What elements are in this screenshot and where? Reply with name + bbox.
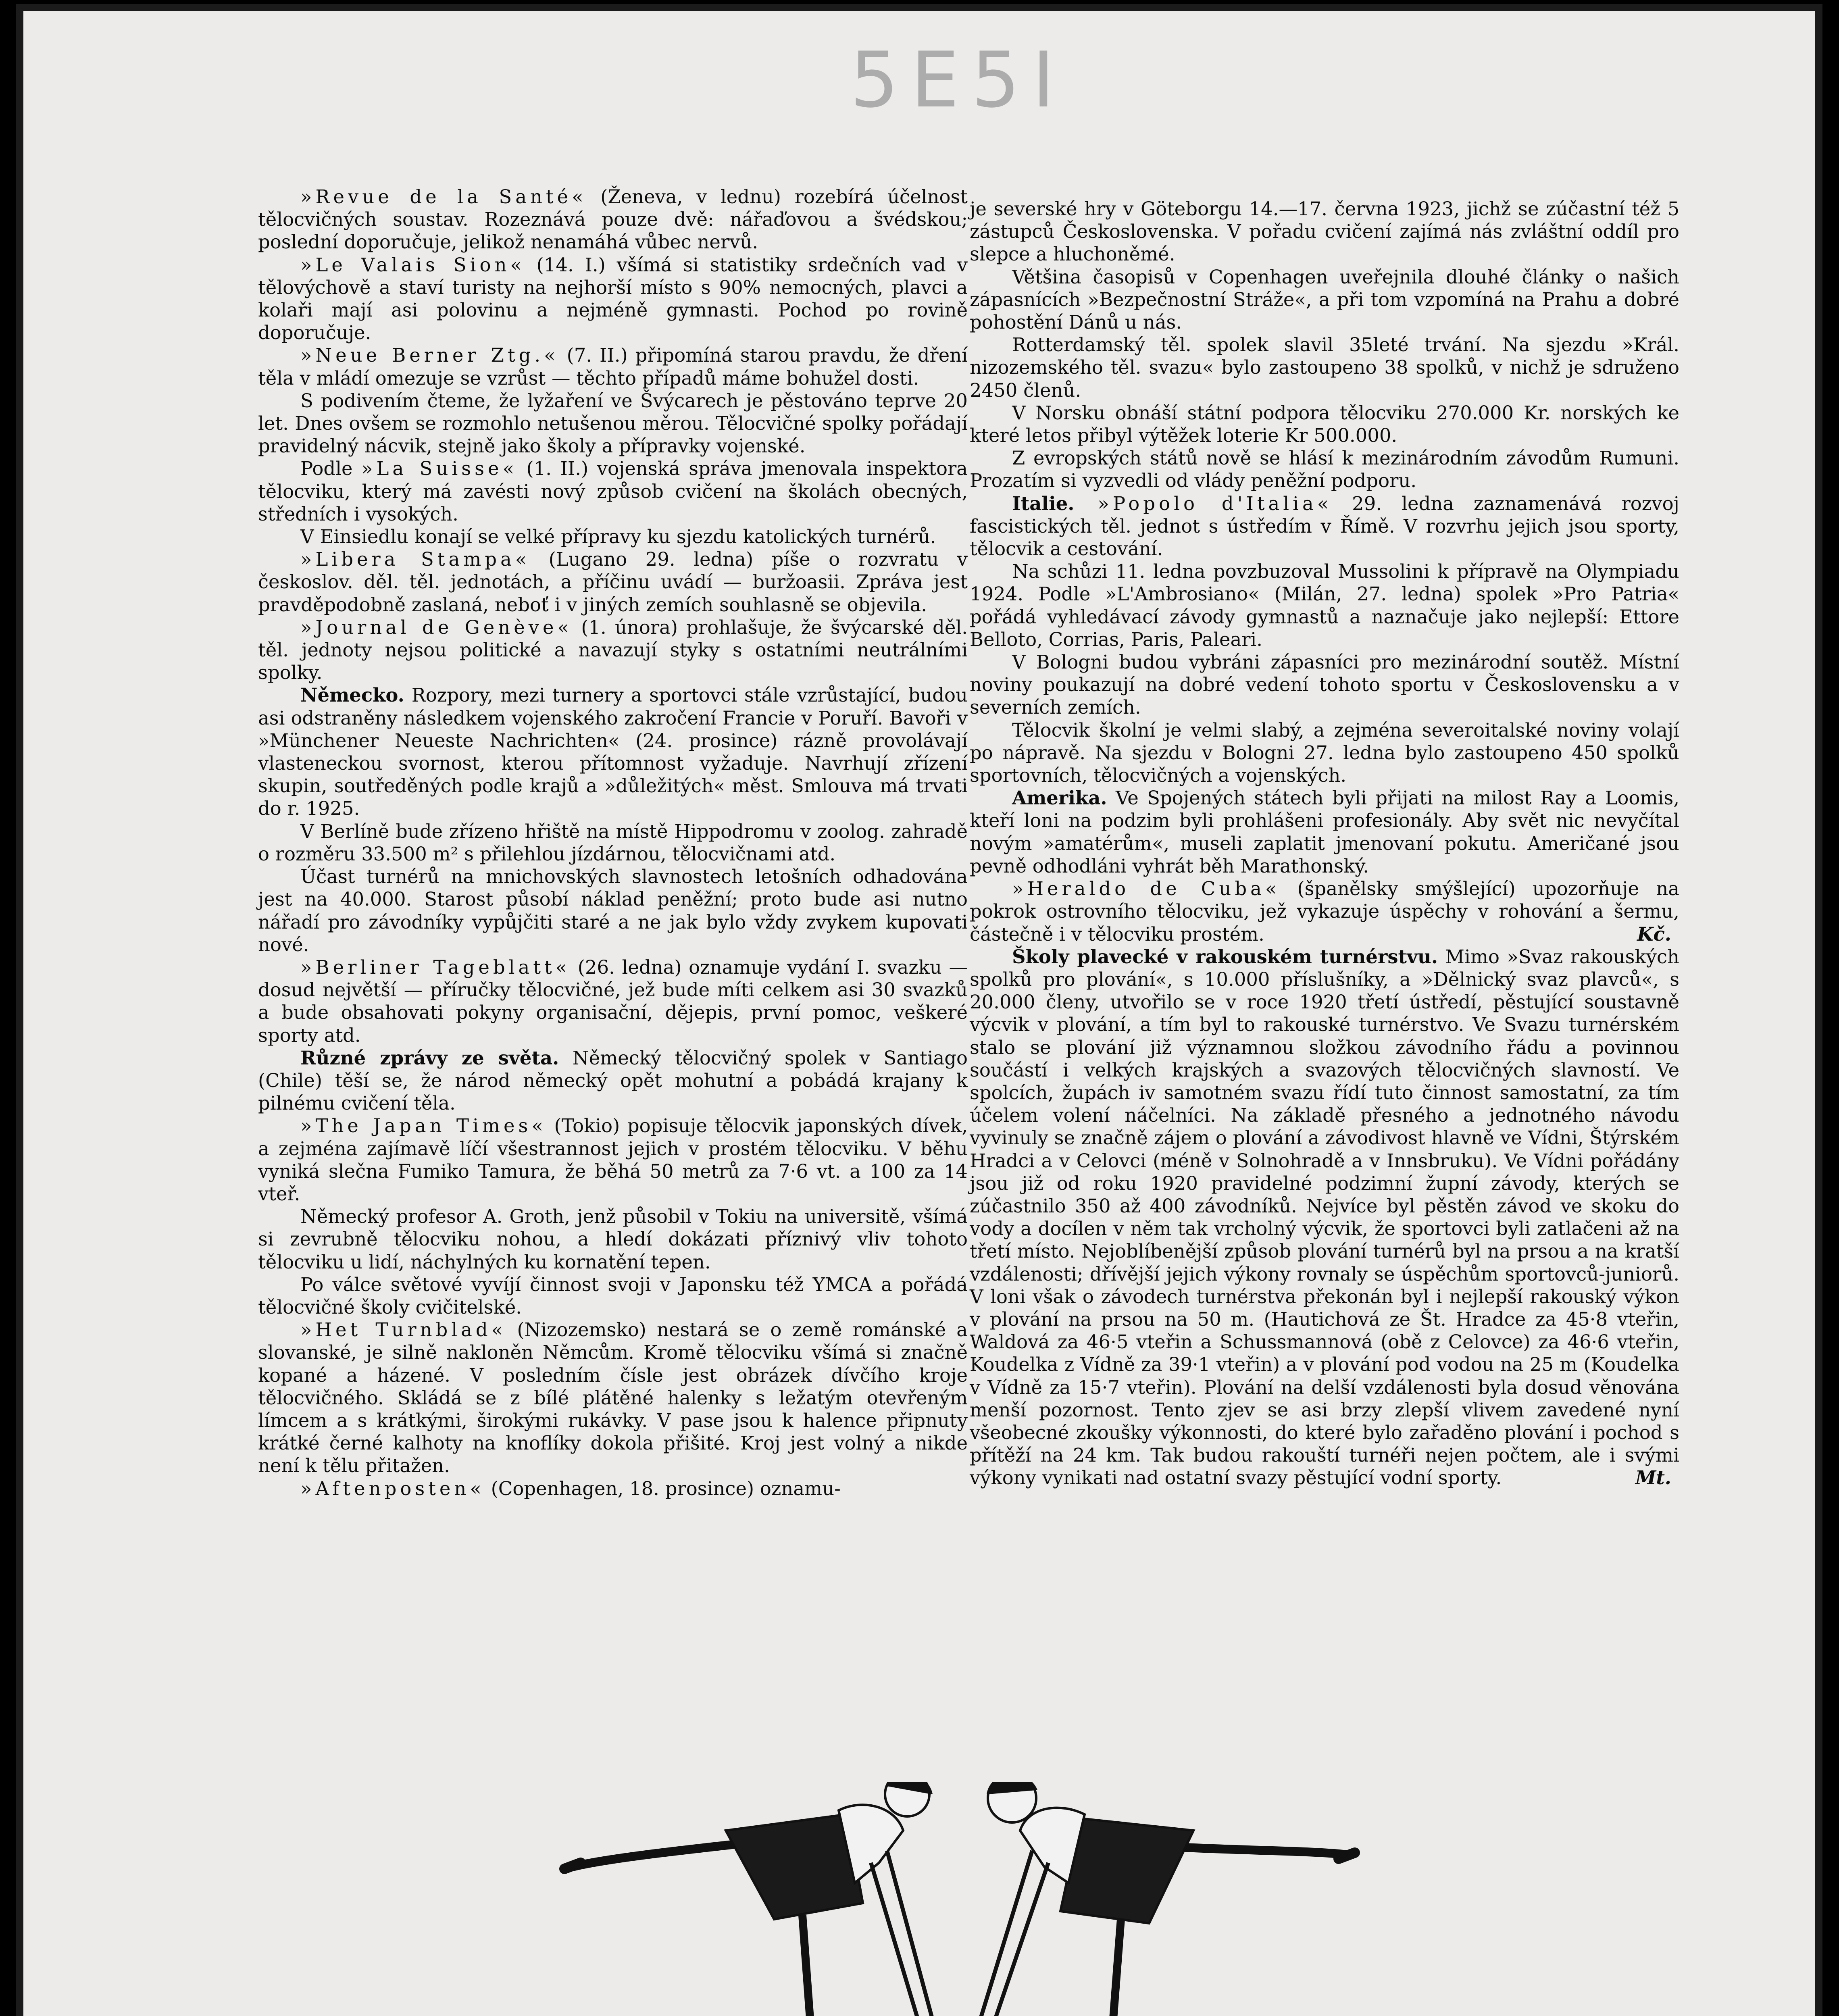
paragraph-text: Německý profesor A. Groth, jenž působil v Tokiu na universitě, všímá si zevrubně tělocviku nohou, a hledí dokázati příznivý vliv tohoto tělocviku u lidí, náchylných ku kornatění tepen. [258,1206,968,1273]
paragraph [970,447,1679,492]
paragraph-text: Rozpory, mezi turnery a sportovci stále vzrůstající, budou asi odstraněny následkem vojenského zakročení Francie v Poruří. Bavoři v »Münchener Neueste Nachrichten« (24. prosince) rázně provolávají vlasteneckou svornost, kterou přítomnost vyžaduje. Navrhují zřízení skupin, soutředěných podle krajů a »důležitých« měst. Smlouva má trvati do r. 1925. [258,684,968,820]
paragraph-text: S podivením čteme, že lyžaření ve Švýcarech je pěstováno teprve 20 let. Dnes ovšem se rozmohlo netušenou měrou. Tělocvičné spolky pořádají pravidelný nácvik, stejně jako školy a přípravky vojenské. [258,389,968,457]
paragraph [970,946,1679,1489]
paragraph-text: 29. ledna zaznamenává rozvoj fascistických těl. jednot s ústředím v Římě. V rozvrhu jejich jsou sporty, tělocvik a cestování. [970,492,1679,560]
paragraph-text: Z evropských států nově se hlásí k mezinárodním závodům Rumuni. Prozatím si vyzvedli od vlády peněžní podporu. [970,447,1679,492]
periodical-title: »Popolo d'Italia« [1074,492,1333,514]
paragraph [258,548,968,616]
paragraph [258,820,968,865]
periodical-title: »Journal de Genève« [300,616,573,638]
left-column [258,185,968,1500]
paragraph-text: (Copenhagen, 18. prosince) oznamu- [485,1477,841,1500]
paragraph-text: Po válce světové vyvíjí činnost svoji v Japonsku též YMCA a pořádá tělocvičné školy cvičitelské. [258,1273,968,1318]
paragraph [258,865,968,956]
paragraph-text: (14. I.) všímá si statistiky srdečních vad v tělovýchově a staví turisty na nejhorší místo s 90% nemocných, plavci a kolaři mají asi polovinu a nejméně gymnasti. Pochod po rovině doporučuje. [258,254,968,344]
periodical-title: »Heraldo de Cuba« [1012,878,1281,900]
periodical-title: »Libera Stampa« [300,548,531,571]
paragraph-text: (Ženeva, v lednu) rozebírá účelnost tělocvičných soustav. Rozeznává pouze dvě: nářaďovou a švédskou; poslední doporučuje, jelikož nenamáhá vůbec nervů. [258,186,968,253]
paragraph [258,1273,968,1318]
paragraph-text: (1. února) prohlašuje, že švýcarské děl. těl. jednoty nejsou politické a navazují styky s ostatními neutrálními spolky. [258,616,968,684]
paragraph-text: Účast turnérů na mnichovských slavnostech letošních odhadována jest na 40.000. Starost působí náklad peněžní; proto bude asi nutno nářadí pro závodníky vypůjčiti staré a ne jak bylo vždy zvykem kupovati nové. [258,866,968,956]
periodical-title: »La Suisse« [361,458,518,480]
paragraph [258,1477,968,1500]
paragraph [970,333,1679,402]
paragraph-text: (7. II.) připomíná starou pravdu, že dření těla v mládí omezuje se vzrůst — těchto případů máme bohužel dosti. [258,344,968,389]
paragraph [970,266,1679,334]
section-heading: Různé zprávy ze světa. [300,1046,559,1069]
right-column [970,198,1679,1489]
paragraph [258,684,968,820]
paragraph [258,1047,968,1115]
periodical-title: »Revue de la Santé« [300,186,587,208]
paragraph [258,254,968,344]
author-signature: Kč. [1637,923,1671,945]
paragraph-text: V Einsiedlu konají se velké přípravy ku sjezdu katolických turnérů. [300,526,936,548]
paragraph [970,198,1679,266]
paragraph [258,956,968,1047]
left-gymnast [564,1782,943,2016]
section-heading: Školy plavecké v rakouském turnérstvu. [1012,945,1438,968]
paragraph [258,389,968,458]
paragraph-text: V Bologni budou vybráni zápasníci pro mezinárodní soutěž. Místní noviny poukazují na dobré vedení tohoto sportu v Československu a v severních zemích. [970,651,1679,719]
periodical-title: »Neue Berner Ztg.« [300,344,559,367]
paragraph-text: Tělocvik školní je velmi slabý, a zejména severoitalské noviny volají po nápravě. Na sjezdu v Bologni 27. ledna bylo zastoupeno 450 spolků sportovních, tělocvičných a vojenských. [970,719,1679,787]
paragraph-text: (1. II.) vojenská správa jmenovala inspektora tělocviku, který má zavésti nový způsob cvičení na školách obecných, středních i vysokých. [258,458,968,525]
paragraph-text: Na schůzi 11. ledna povzbuzoval Mussolini k přípravě na Olympiadu 1924. Podle »L'Ambrosiano« (Milán, 27. ledna) spolek »Pro Patria« pořádá vyhledávací závody gymnastů a naznačuje jako nejlepší: Ettore Belloto, Corrias, Paris, Paleari. [970,560,1679,650]
periodical-title: »Aftenposten« [300,1477,485,1500]
right-gymnast [968,1782,1355,2016]
gymnasts-illustration [556,1782,1363,2016]
section-heading: Italie. [1012,492,1075,514]
paragraph [258,525,968,548]
paragraph-lead: Podle [300,458,362,480]
paragraph-text: Většina časopisů v Copenhagen uveřejnila dlouhé články o našich zápasnících »Bezpečnostní Stráže«, a při tom vzpomíná na Prahu a dobré pohostění Dánů u nás. [970,266,1679,333]
paragraph [970,560,1679,651]
author-signature: Mt. [1635,1466,1671,1489]
periodical-title: »Berliner Tageblatt« [300,956,571,978]
paragraph [970,719,1679,787]
periodical-title: »Het Turnblad« [300,1319,507,1341]
paragraph [970,877,1679,946]
paragraph [258,1205,968,1273]
paragraph-text: Rotterdamský těl. spolek slavil 35leté trvání. Na sjezdu »Král. nizozemského těl. svazu« bylo zastoupeno 38 spolků, v nichž je sdruženo 2450 členů. [970,334,1679,401]
paragraph [258,457,968,525]
paragraph [258,1318,968,1477]
paragraph-text: je severské hry v Göteborgu 14.—17. června 1923, jichž se zúčastní též 5 zástupců Československa. V pořadu cvičení zajímá nás zvláštní oddíl pro slepce a hluchoněmé. [970,198,1679,265]
paragraph-text: (Lugano 29. ledna) píše o rozvratu v českoslov. děl. těl. jednotách, a příčinu uvádí — buržoasii. Zpráva jest pravděpodobně zaslaná, neboť i v jiných zemích souhlasně se objevila. [258,548,968,616]
paragraph-text: (Nizozemsko) nestará se o země románské a slovanské, je silně nakloněn Němcům. Kromě tělocviku všímá si značně kopané a házené. V posledním čísle jest obrázek dívčího kroje tělocvičného. Skládá se z bílé plátěné halenky s ležatým otevřeným límcem a s krátkými, širokými rukávky. V pase jsou k halence připnuty krátké černé kalhoty na knoflíky dokola přišité. Kroj jest volný a nikde není k tělu přitažen. [258,1319,968,1477]
paragraph [970,787,1679,877]
paragraph [258,1114,968,1205]
section-heading: Německo. [300,684,404,706]
paragraph [970,492,1679,560]
periodical-title: »Le Valais Sion« [300,254,525,276]
paragraph [258,185,968,254]
paragraph [258,616,968,684]
periodical-title: »The Japan Times« [300,1115,547,1137]
paragraph-text: (španělsky smýšlející) upozorňuje na pokrok ostrovního tělocviku, jež vykazuje úspěchy v rohování a šermu, částečně i v tělocviku prostém. [970,878,1679,945]
paragraph [258,344,968,389]
archive-stamp: 5E5I [850,35,1067,125]
paragraph-text: V Berlíně bude zřízeno hřiště na místě Hippodromu v zoolog. zahradě o rozměru 33.500 m² s přilehlou jízdárnou, tělocvičnami atd. [258,820,968,865]
paragraph-text: Ve Spojených státech byli přijati na milost Ray a Loomis, kteří loni na podzim byli prohlášeni profesionály. Aby svět nic nevyčítal novým »amatérům«, museli zaplatit jmenovaní pokutu. Američané jsou pevně odhodláni vyhrát běh Marathonský. [970,787,1679,877]
paragraph-text: Německý tělocvičný spolek v Santiago (Chile) těší se, že národ německý opět mohutní a pobádá krajany k pilnému cvičení těla. [258,1047,968,1114]
paragraph-text: Mimo »Svaz rakouských spolků pro plování«, s 10.000 příslušníky, a »Dělnický svaz plavců«, s 20.000 členy, utvořilo se v roce 1920 třetí ústředí, pěstující soustavně výcvik v plování, a tím byl to rakouské turnérstvo. Ve Svazu turnérském stalo se plování již významnou složkou závodního řádu a povinnou součástí i velkých krajských a svazových tělocvičných slavností. Ve spolcích, župách iv samotném svazu řídí tuto činnost samostatní, za tím účelem volení náčelníci. Na základě přesného a jednotného návodu vyvinuly se značně zájem o plování a závodivost hlavně ve Vídni, Štýrském Hradci a v Celovci (méně v Solnohradě a v Innsbruku). Ve Vídni pořádány jsou již od roku 1920 pravidelné podzimní župní závody, kterých se zúčastnilo 350 až 400 závodníků. Nejvíce byl pěstěn závod ve skoku do vody a docílen v něm tak vrcholný výcvik, že sportovci byli zatlačeni až na třetí místo. Nejoblíbenější způsob plování turnérů byl na prsou a na kratší vzdálenosti; dřívější jejich výkony rovnaly se úspěchům sportovců-juniorů. V loni však o závodech turnérstva překonán byl i nejlepší rakouský výkon v plování na prsou na 50 m. (Hautichová ze Št. Hradce za 45·8 vteřin, Waldová za 46·5 vteřin a Schussmannová (obě z Celovce) za 46·6 vteřin, Koudelka z Vídně za 39·1 vteřin) a v plování pod vodou na 25 m (Koudelka v Vídně za 15·7 vteřin). Plování na delší vzdálenosti byla dosud věnována menší pozornost. Tento zjev se asi brzy zlepší vlivem zavedené nyní všeobecné zkoušky výkonnosti, do které bylo zařaděno plování i pochod s přítěží na 24 km. Tak budou rakouští turnéři nejen počtem, ale i svými výkony vynikati nad ostatní svazy pěstující vodní sporty. [970,946,1679,1489]
paragraph [970,651,1679,719]
paragraph-text: V Norsku obnáší státní podpora tělocviku 270.000 Kr. norských ke které letos přibyl výtěžek loterie Kr 500.000. [970,402,1679,447]
paragraph-text: (26. ledna) oznamuje vydání I. svazku — dosud největší — příručky tělocvičné, jež bude míti celkem asi 30 svazků a bude obsahovati pokyny organisační, dějepis, první pomoc, veškeré sporty atd. [258,956,968,1046]
paragraph [970,402,1679,447]
section-heading: Amerika. [1012,787,1107,809]
paragraph-text: (Tokio) popisuje tělocvik japonských dívek, a zejména zajímavě líčí všestrannost jejich v prostém tělocviku. V běhu vyniká slečna Fumiko Tamura, že běhá 50 metrů za 7·6 vt. a 100 za 14 vteř. [258,1115,968,1205]
